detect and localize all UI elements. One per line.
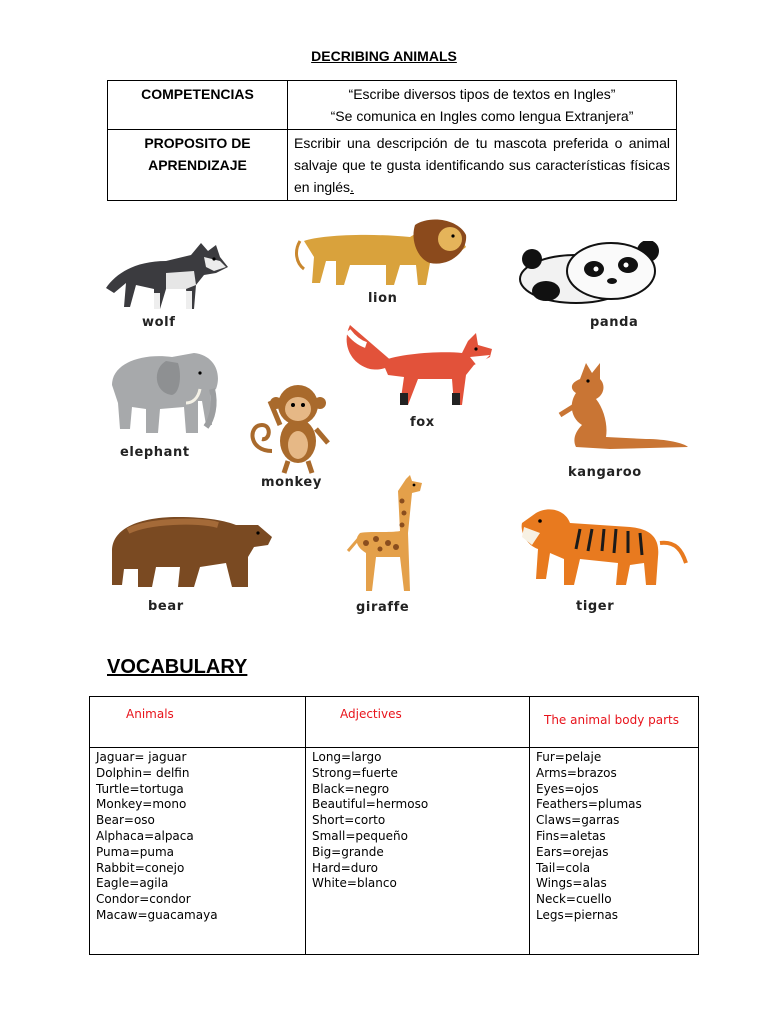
proposito-label	[108, 130, 288, 201]
proposito-text	[288, 130, 677, 201]
animal-vocab-item: Macaw=guacamaya	[96, 907, 218, 922]
body-part-vocab-item: Fins=aletas	[536, 828, 606, 843]
wolf-illustration	[96, 233, 231, 313]
body-parts-header: The animal body parts	[530, 697, 699, 748]
animal-illustrations	[80, 205, 700, 625]
bear-illustration	[108, 511, 276, 591]
elephant-label: elephant	[120, 445, 190, 460]
adjective-vocab-item: Black=negro	[312, 781, 390, 796]
bear-label: bear	[148, 599, 184, 614]
animal-vocab-item: Monkey=mono	[96, 797, 187, 812]
competencias-line-2: “Se comunica en Ingles como lengua Extranjera”	[330, 108, 634, 124]
wolf-label: wolf	[142, 315, 176, 330]
animal-vocab-item: Dolphin= delfin	[96, 765, 190, 780]
animals-header: Animals	[90, 697, 306, 748]
adjective-vocab-item: White=blanco	[312, 876, 397, 891]
fox-label: fox	[410, 415, 435, 430]
body-part-vocab-item: Tail=cola	[536, 860, 591, 875]
fox-illustration	[342, 317, 500, 412]
adjectives-list	[306, 748, 530, 955]
adjective-vocab-item: Beautiful=hermoso	[312, 797, 429, 812]
body-part-vocab-item: Neck=cuello	[536, 892, 612, 907]
body-part-vocab-item: Feathers=plumas	[536, 797, 642, 812]
proposito-body: Escribir una descripción de tu mascota preferida o animal salvaje que te gusta identificando sus características físicas en inglés	[294, 135, 670, 195]
panda-illustration	[516, 241, 666, 305]
competencias-text	[288, 81, 677, 130]
adjective-vocab-item: Hard=duro	[312, 860, 379, 875]
animal-vocab-item: Eagle=agila	[96, 876, 169, 891]
panda-label: panda	[590, 315, 639, 330]
proposito-end: .	[350, 179, 354, 195]
competencias-label: COMPETENCIAS	[108, 81, 288, 130]
body-parts-list	[530, 748, 699, 955]
kangaroo-label: kangaroo	[568, 465, 642, 480]
body-part-vocab-item: Wings=alas	[536, 876, 607, 891]
animal-vocab-item: Condor=condor	[96, 892, 191, 907]
animal-vocab-item: Puma=puma	[96, 844, 174, 859]
adjectives-header: Adjectives	[306, 697, 530, 748]
monkey-label: monkey	[261, 475, 322, 490]
animal-vocab-item: Alphaca=alpaca	[96, 828, 194, 843]
vocabulary-heading: VOCABULARY	[107, 656, 248, 678]
proposito-label-line-2: APRENDIZAJE	[148, 157, 247, 173]
animals-list	[90, 748, 306, 955]
kangaroo-illustration	[546, 359, 691, 451]
adjective-vocab-item: Big=grande	[312, 844, 384, 859]
body-part-vocab-item: Claws=garras	[536, 813, 620, 828]
animal-vocab-item: Rabbit=conejo	[96, 860, 185, 875]
info-table	[107, 80, 677, 201]
proposito-label-line-1: PROPOSITO DE	[144, 135, 251, 151]
animal-vocab-item: Bear=oso	[96, 813, 155, 828]
adjective-vocab-item: Strong=fuerte	[312, 765, 398, 780]
lion-label: lion	[368, 291, 398, 306]
body-part-vocab-item: Fur=pelaje	[536, 750, 602, 764]
document-title: DECRIBING ANIMALS	[311, 48, 457, 64]
adjective-vocab-item: Long=largo	[312, 750, 382, 764]
elephant-illustration	[102, 345, 227, 440]
vocabulary-table	[89, 696, 699, 955]
body-part-vocab-item: Legs=piernas	[536, 907, 619, 922]
animal-vocab-item: Jaguar= jaguar	[96, 750, 187, 764]
tiger-label: tiger	[576, 599, 615, 614]
body-part-vocab-item: Ears=orejas	[536, 844, 609, 859]
giraffe-illustration	[336, 473, 436, 595]
animal-vocab-item: Turtle=tortuga	[96, 781, 184, 796]
adjective-vocab-item: Small=pequeño	[312, 828, 408, 843]
tiger-illustration	[510, 503, 690, 591]
lion-illustration	[290, 211, 475, 291]
body-part-vocab-item: Arms=brazos	[536, 765, 617, 780]
giraffe-label: giraffe	[356, 600, 410, 615]
body-part-vocab-item: Eyes=ojos	[536, 781, 599, 796]
competencias-line-1: “Escribe diversos tipos de textos en Ingles”	[348, 86, 616, 102]
monkey-illustration	[242, 381, 342, 475]
adjective-vocab-item: Short=corto	[312, 813, 386, 828]
